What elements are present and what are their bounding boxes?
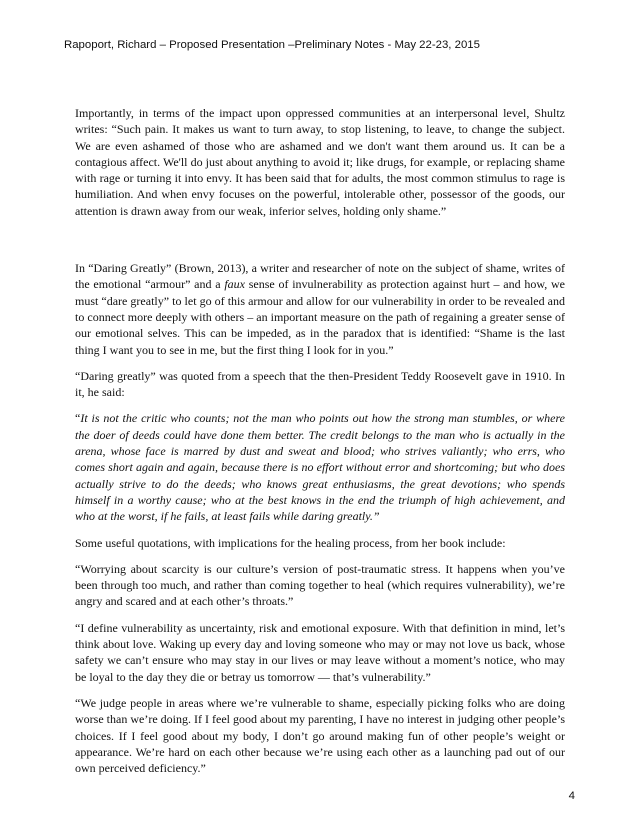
quote-open-mark: “	[75, 411, 81, 426]
quote-vulnerability: “I define vulnerability as uncertainty, risk and emotional exposure. With that definition in mind, let’s think about love. Waking up every day and loving someone who may or may not love us back, whose safety we can’t ensure who may stay in our lives or may leave without a moment’s notice, who may be loyal to the day they die or betray us tomorrow — that’s vulnerability.”	[75, 620, 565, 684]
quote-judging: “We judge people in areas where we’re vulnerable to shame, especially picking folks who are doing worse than we’re doing. If I feel good about my parenting, I have no interest in judging other people’s choices. If I feel good about my body, I don’t go around making fun of other people’s weight or appearance. We’re hard on each other because we’re using each other as a launching pad out of our own perceived deficiency.”	[75, 695, 565, 776]
paragraph-daring-greatly-intro	[75, 260, 565, 358]
running-header: Rapoport, Richard – Proposed Presentation –Preliminary Notes - May 22-23, 2015	[64, 39, 480, 51]
paragraph-daring-greatly-text-a: In “Daring Greatly” (Brown, 2013), a writer and researcher of note on the subject of shame, writes of the emotional “armour” and a	[75, 261, 565, 292]
paragraph-roosevelt-quote	[75, 410, 565, 524]
document-body	[75, 105, 565, 776]
roosevelt-quote-text: It is not the critic who counts; not the man who points out how the strong man stumbles, or where the doer of deeds could have done them better. The credit belongs to the man who is actually in the arena, whose face is marred by dust and sweat and blood; who strives valiantly; who errs, who comes short again and again, because there is no effort without error and shortcoming; but who does actually strive to do the deeds; who knows great enthusiasms, the great devotions; who spends himself in a worthy cause; who at the best knows in the end the triumph of high achievement, and who at the worst, if he fails, at least fails while daring greatly.”	[75, 411, 565, 524]
paragraph-roosevelt-intro: “Daring greatly” was quoted from a speech that the then-President Teddy Roosevelt gave in 1910. In it, he said:	[75, 368, 565, 400]
paragraph-shultz-quote: Importantly, in terms of the impact upon oppressed communities at an interpersonal level, Shultz writes: “Such pain. It makes us want to turn away, to stop listening, to leave, to change the subject. We are even ashamed of those who are ashamed and we don't want them around us. It can be a contagious affect. We'll do just about anything to avoid it; like drugs, for example, or replacing shame with rage or turning it into envy. It has been said that for adults, the most common stimulus to rage is humiliation. And when envy focuses on the powerful, intolerable other, possessor of the goods, our attention is drawn away from our weak, inferior selves, holding only shame.”	[75, 106, 565, 218]
page-number: 4	[568, 790, 575, 802]
paragraph-daring-greatly-text-b: sense of invulnerability as protection against hurt – and how, we must “dare greatly” to let go of this armour and allow for our vulnerability in order to be revealed and to connect more deeply with others – an important measure on the path of regaining a greater sense of our emotional selves. This can be impeded, as in the paradox that is identified: “Shame is the last thing I want you to see in me, but the first thing I look for in you.”	[75, 277, 565, 357]
quote-scarcity: “Worrying about scarcity is our culture’s version of post-traumatic stress. It happens when you’ve been through too much, and rather than coming together to heal (which requires vulnerability), we’re angry and scared and at each other’s throats.”	[75, 561, 565, 609]
italic-faux: faux	[224, 277, 245, 292]
paragraph-useful-quotations: Some useful quotations, with implications for the healing process, from her book include:	[75, 535, 506, 550]
